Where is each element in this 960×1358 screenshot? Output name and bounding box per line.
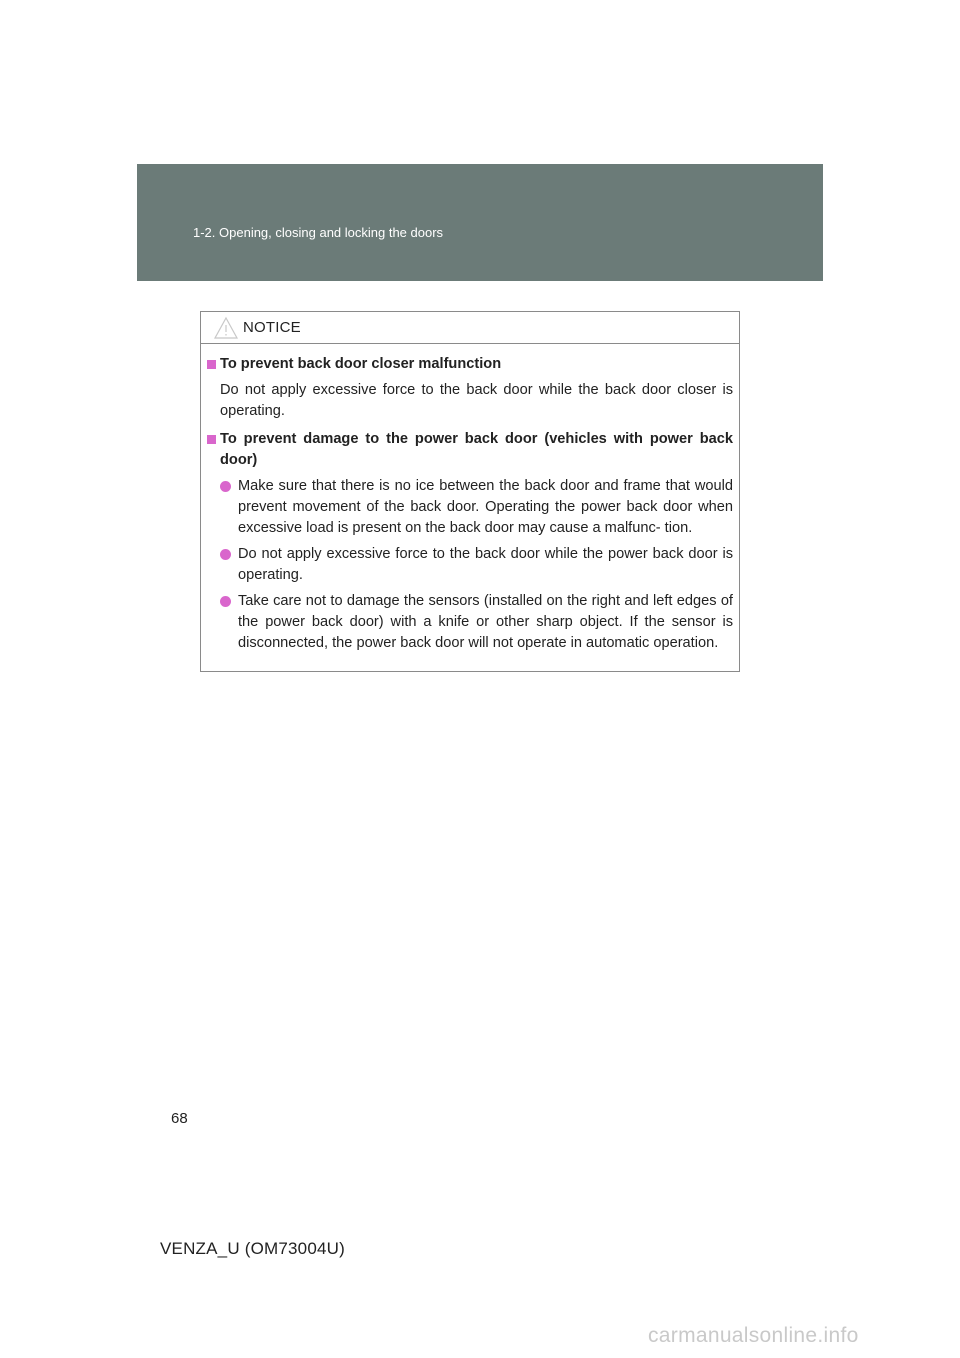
notice-item <box>207 354 733 422</box>
notice-item <box>207 429 733 654</box>
notice-label: NOTICE <box>243 319 301 336</box>
item-heading: To prevent damage to the power back door (vehicles with power back door) <box>220 431 733 468</box>
notice-body <box>201 344 739 654</box>
square-bullet-icon <box>207 360 216 369</box>
square-bullet-icon <box>207 435 216 444</box>
bullet-item <box>220 591 733 654</box>
bullet-text: Take care not to damage the sensors (installed on the right and left edges of the power back door) with a knife or other sharp object. If the sensor is disconnected, the power back door will not operate in automatic operation. <box>238 593 733 651</box>
notice-box <box>200 311 740 672</box>
notice-header <box>201 312 739 344</box>
watermark: carmanualsonline.info <box>648 1324 859 1347</box>
bullet-item <box>220 544 733 586</box>
bullet-text: Do not apply excessive force to the back door while the power back door is operating. <box>238 546 733 583</box>
item-text: Do not apply excessive force to the back door while the back door closer is operating. <box>220 382 733 419</box>
bullet-text: Make sure that there is no ice between the back door and frame that would prevent movement of the back door. Operating the power back door when excessive load is present on the back door may cause a malfunc- tion. <box>238 478 733 536</box>
section-title: 1-2. Opening, closing and locking the doors <box>193 225 444 240</box>
round-bullet-icon <box>220 549 231 560</box>
round-bullet-icon <box>220 596 231 607</box>
document-id: VENZA_U (OM73004U) <box>160 1239 345 1258</box>
item-heading: To prevent back door closer malfunction <box>220 356 502 372</box>
warning-triangle-icon <box>213 316 239 340</box>
chapter-header-band <box>137 164 823 281</box>
round-bullet-icon <box>220 481 231 492</box>
page-number: 68 <box>171 1110 188 1127</box>
bullet-item <box>220 476 733 539</box>
